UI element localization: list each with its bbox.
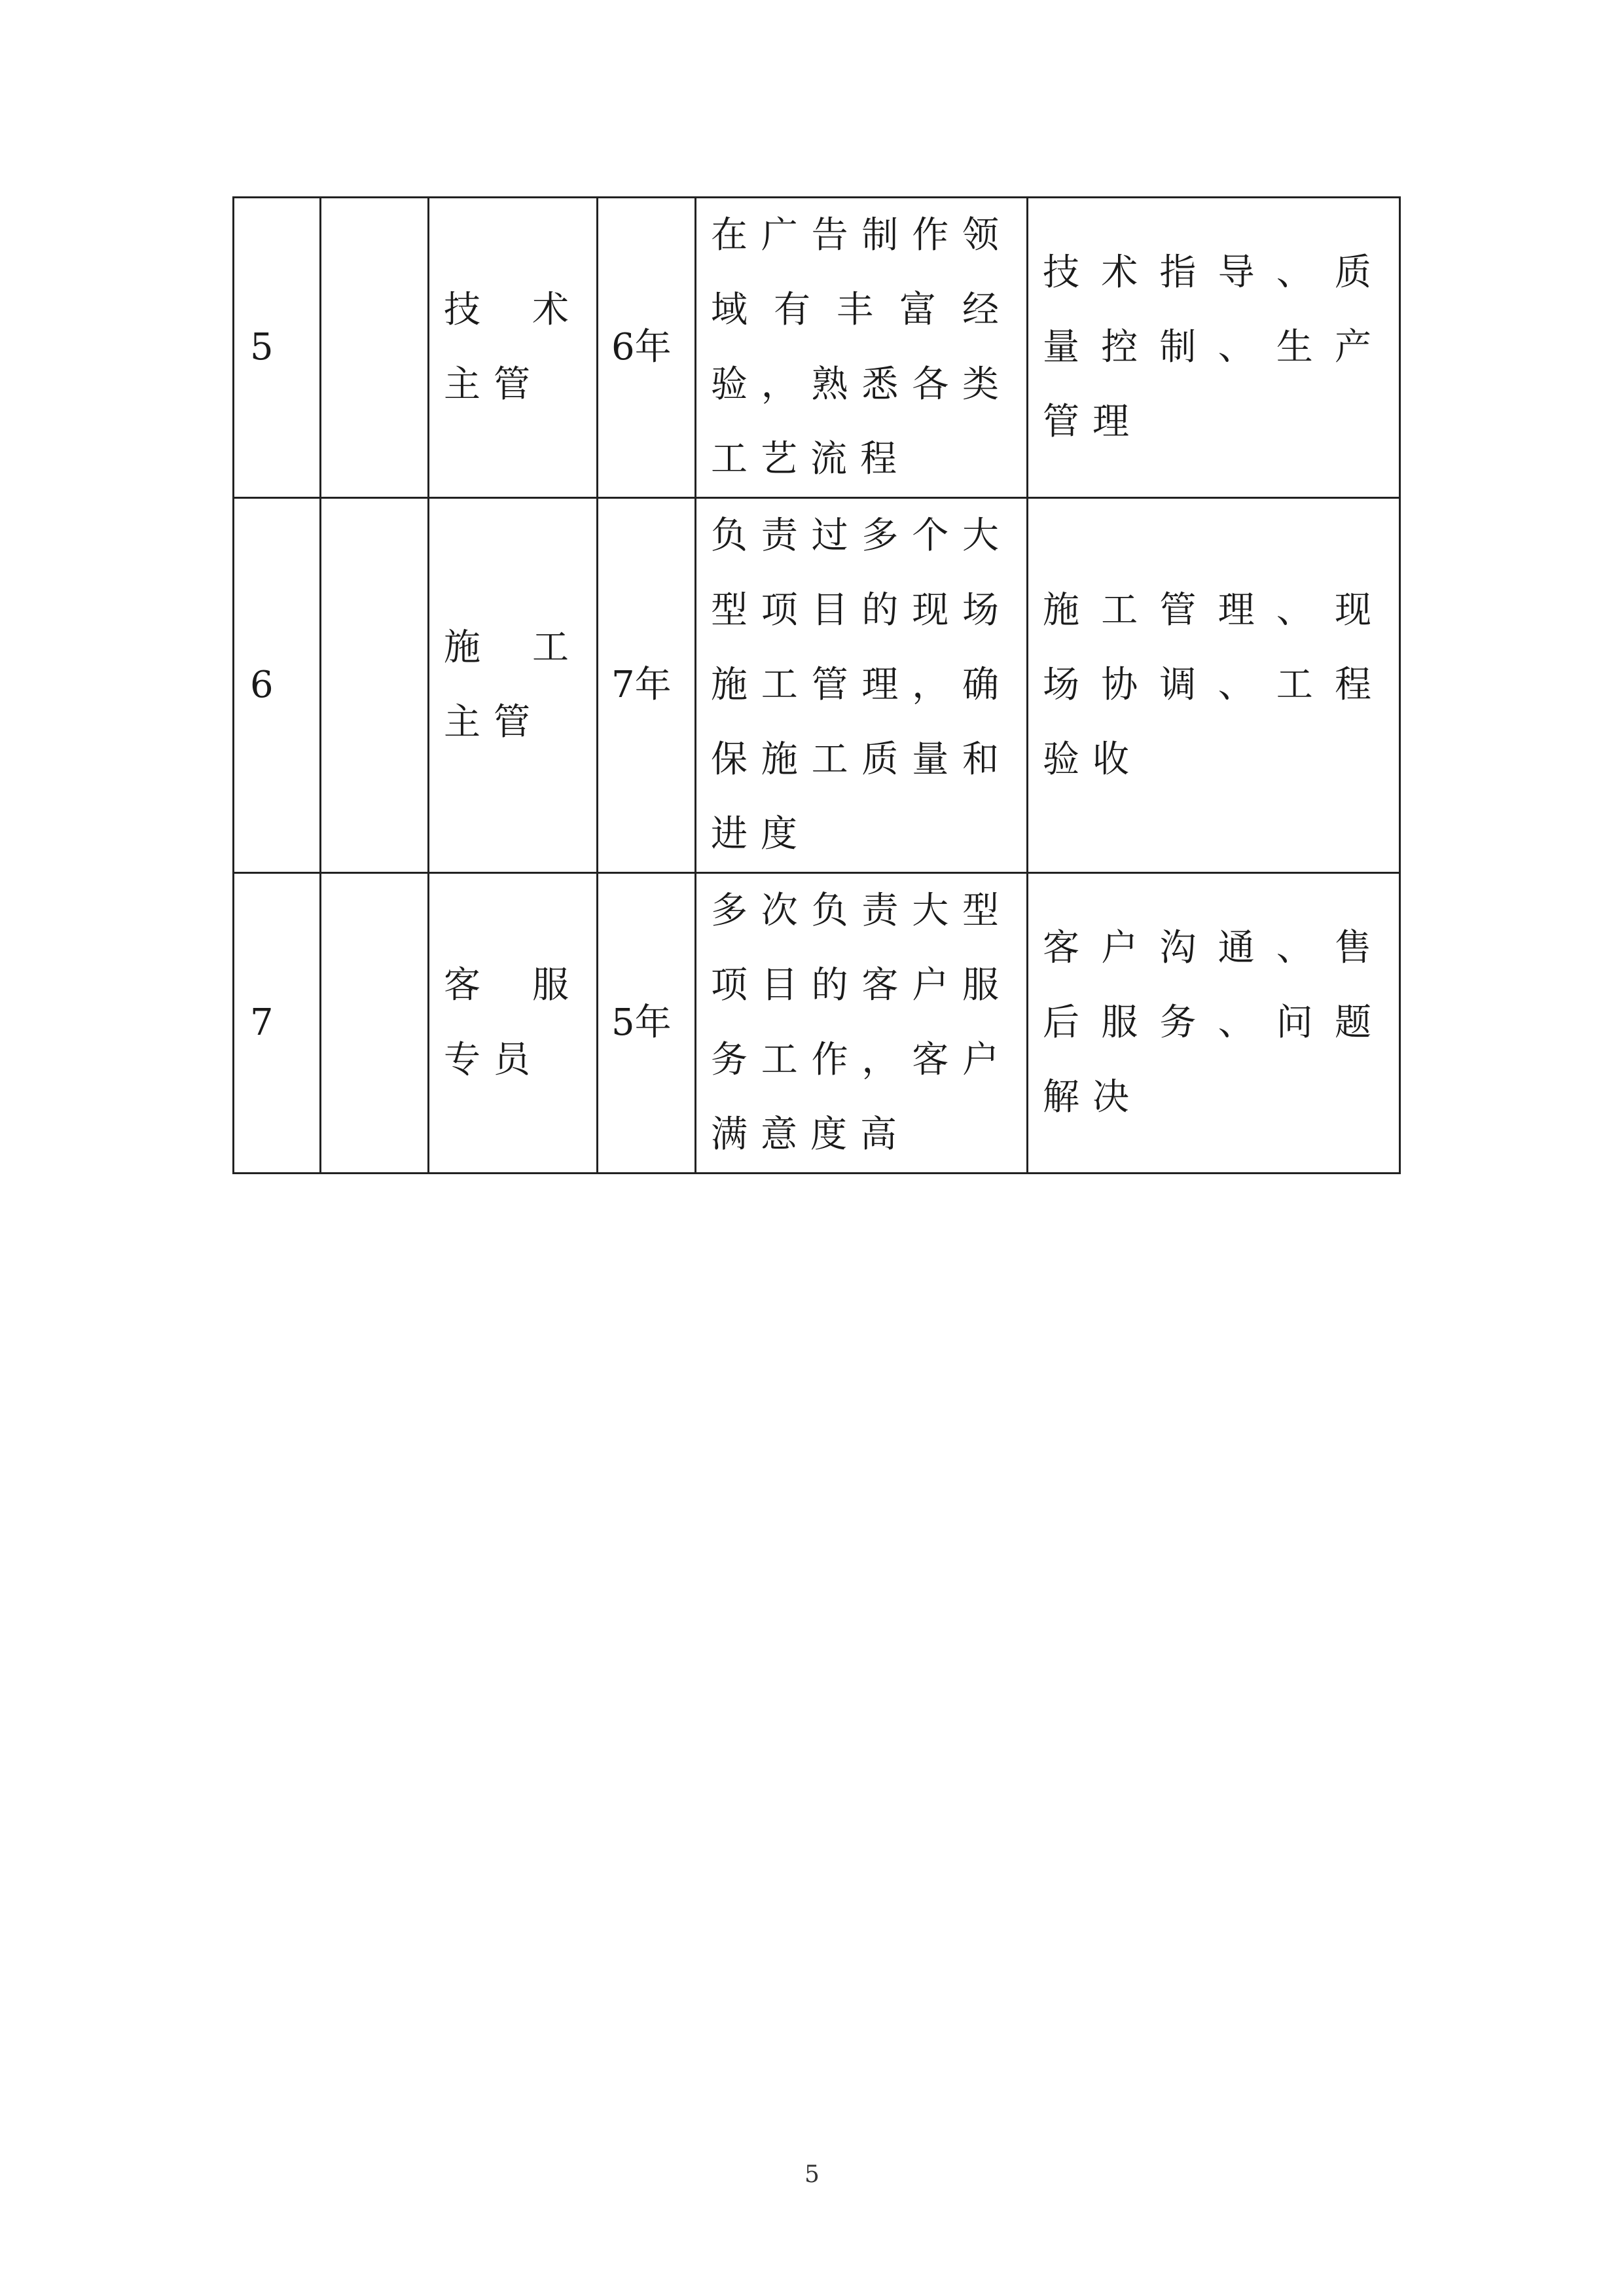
experience-cell: 在广告制作领域有丰富经验，熟悉各类工艺流程 [696,198,1028,498]
page-number: 5 [804,2161,820,2188]
position-cell: 技术主管 [429,198,598,498]
name-cell [321,873,429,1174]
duties-cell: 客户沟通、售后服务、问题解决 [1028,873,1400,1174]
table-row [234,198,1400,498]
years-cell: 6年 [598,198,696,498]
duties-cell: 施工管理、现场协调、工程验收 [1028,498,1400,873]
experience-cell: 多次负责大型项目的客户服务工作，客户满意度高 [696,873,1028,1174]
table-row [234,498,1400,873]
row-number-cell: 5 [234,198,321,498]
table-row [234,873,1400,1174]
years-cell: 5年 [598,873,696,1174]
position-cell: 施工主管 [429,498,598,873]
row-number-cell: 6 [234,498,321,873]
experience-cell: 负责过多个大型项目的现场施工管理，确保施工质量和进度 [696,498,1028,873]
staff-table [232,196,1401,1174]
position-cell: 客服专员 [429,873,598,1174]
name-cell [321,198,429,498]
years-cell: 7年 [598,498,696,873]
duties-cell: 技术指导、质量控制、生产管理 [1028,198,1400,498]
row-number-cell: 7 [234,873,321,1174]
name-cell [321,498,429,873]
